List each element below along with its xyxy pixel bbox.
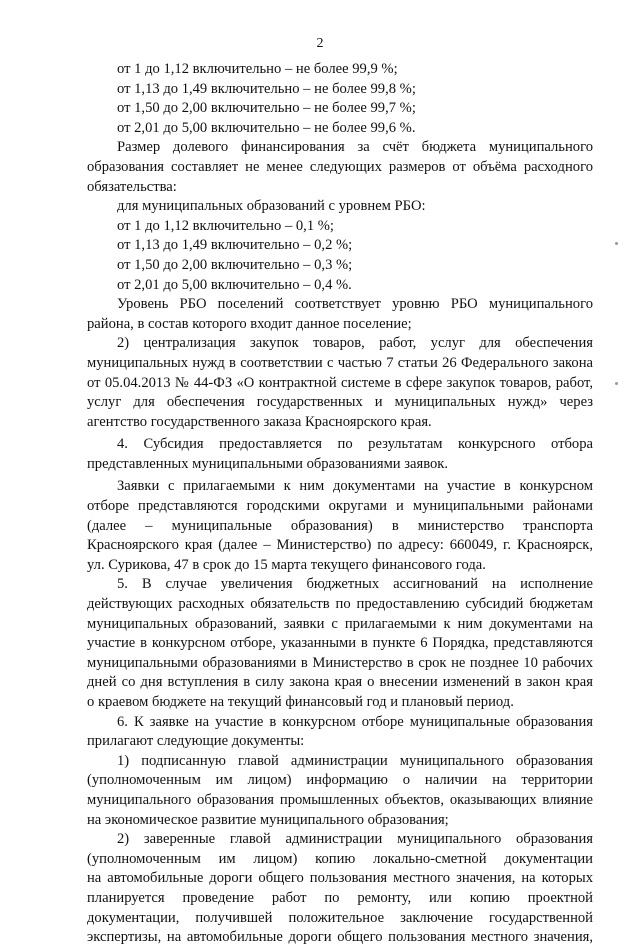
- text-line: муниципальными образованиями в Министерство в срок не позднее 10 рабочих: [87, 654, 593, 671]
- text-line: от 1 до 1,12 включительно – не более 99,9 %;: [117, 61, 398, 77]
- text-line: 1) подписанную главой администрации муниципального образования: [117, 752, 593, 769]
- page-number: 2: [316, 36, 324, 51]
- text-line: прилагают следующие документы:: [87, 733, 305, 750]
- text-line: Размер долевого финансирования за счёт бюджета муниципального: [117, 139, 593, 156]
- text-line: о краевом бюджете на текущий финансовый год и плановый период.: [87, 694, 514, 710]
- text-line: отборе представляются городскими округами и муниципальными районами: [87, 498, 593, 515]
- text-line: (уполномоченным им лицом) информацию о наличии на территории: [87, 772, 593, 789]
- scan-speck: [615, 242, 618, 245]
- text-line: муниципальных нужд в соответствии с частью 7 статьи 26 Федерального закона: [87, 354, 593, 371]
- text-line: образования составляет не менее следующих размеров от объёма расходного: [87, 158, 593, 175]
- text-line: от 1,13 до 1,49 включительно – 0,2 %;: [117, 237, 353, 254]
- text-line: муниципальных образований, заявки с прилагаемыми к ним документами на: [87, 615, 593, 632]
- scan-speck: [615, 382, 618, 385]
- text-line: (далее – муниципальные образования) в министерство транспорта: [87, 517, 593, 534]
- text-line: экспертизы, на автомобильные дороги общего пользования местного значения,: [87, 929, 593, 946]
- text-line: 5. В случае увеличения бюджетных ассигнований на исполнение: [117, 576, 593, 593]
- text-line: Красноярского края (далее – Министерство) по адресу: 660049, г. Красноярск,: [87, 537, 593, 554]
- text-line: от 05.04.2013 № 44-ФЗ «О контрактной системе в сфере закупок товаров, работ,: [87, 374, 593, 391]
- text-line: агентство государственного заказа Красноярского края.: [87, 413, 432, 430]
- text-line: от 1,50 до 2,00 включительно – 0,3 %;: [117, 256, 353, 273]
- text-line: района, в состав которого входит данное поселение;: [87, 315, 412, 332]
- text-line: планируется проведение работ по ремонту, или копию проектной: [87, 889, 593, 906]
- text-line: (уполномоченным им лицом) копию локально-сметной документации: [87, 850, 593, 867]
- text-line: от 1,50 до 2,00 включительно – не более 99,7 %;: [117, 100, 416, 117]
- text-line: на автомобильные дороги общего пользования местного значения, на которых: [87, 870, 593, 887]
- text-line: 4. Субсидия предоставляется по результатам конкурсного отбора: [117, 436, 593, 453]
- text-line: от 1 до 1,12 включительно – 0,1 %;: [117, 217, 334, 234]
- text-line: 2) централизация закупок товаров, работ, услуг для обеспечения: [117, 335, 593, 352]
- text-line: участие в конкурсном отборе, указанными в пункте 6 Порядка, представляются: [87, 635, 593, 652]
- text-line: от 2,01 до 5,00 включительно – 0,4 %.: [117, 276, 352, 293]
- text-line: услуг для обеспечения государственных и муниципальных нужд» через: [87, 394, 593, 411]
- text-line: ул. Сурикова, 47 в срок до 15 марта текущего финансового года.: [87, 556, 486, 573]
- text-line: документации, получившей положительное заключение государственной: [87, 909, 593, 926]
- text-line: на экономическое развитие муниципального образования;: [87, 811, 449, 828]
- text-line: обязательства:: [87, 178, 177, 195]
- text-line: Заявки с прилагаемыми к ним документами на участие в конкурсном: [117, 478, 593, 495]
- text-line: 2) заверенные главой администрации муниципального образования: [117, 831, 593, 848]
- text-line: для муниципальных образований с уровнем РБО:: [117, 198, 426, 215]
- text-line: от 1,13 до 1,49 включительно – не более 99,8 %;: [117, 80, 416, 97]
- text-line: Уровень РБО поселений соответствует уровню РБО муниципального: [117, 296, 593, 313]
- text-line: представленных муниципальными образованиями заявок.: [87, 455, 449, 472]
- text-line: от 2,01 до 5,00 включительно – не более 99,6 %.: [117, 119, 416, 136]
- text-line: дней со дня вступления в силу закона края о внесении изменений в закон края: [87, 674, 593, 691]
- text-line: муниципального образования промышленных объектов, оказывающих влияние: [87, 791, 593, 808]
- text-line: 6. К заявке на участие в конкурсном отборе муниципальные образования: [117, 713, 593, 730]
- text-line: действующих расходных обязательств по предоставлению субсидий бюджетам: [87, 596, 593, 613]
- document-body: [87, 60, 593, 948]
